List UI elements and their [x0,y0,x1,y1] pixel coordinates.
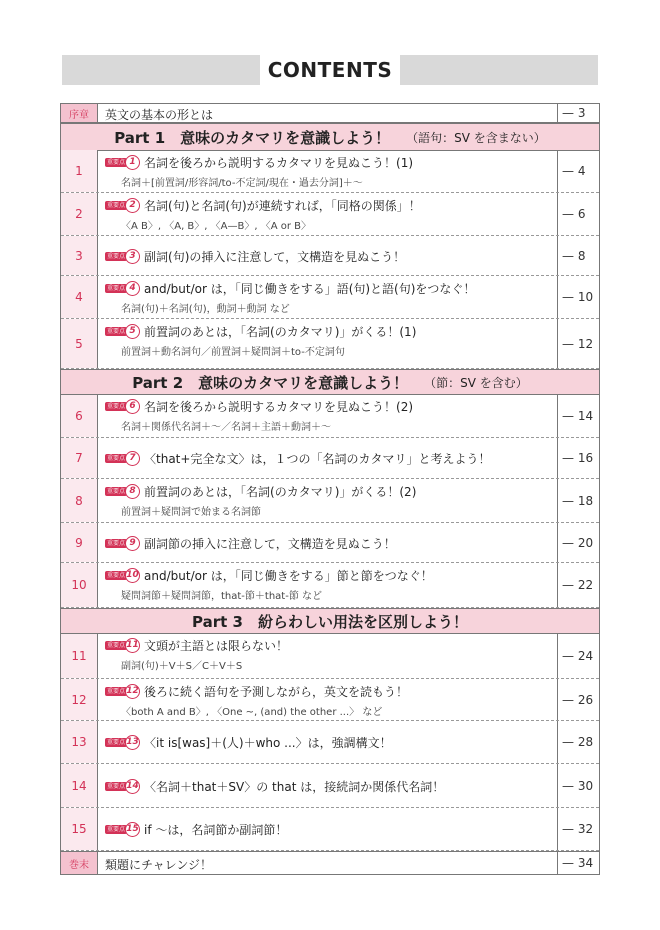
part-header-2 [61,369,599,395]
row-title: 前置詞のあとは，「名詞(のカタマリ)」がくる！(1) [144,325,417,339]
row-heading [105,483,416,500]
row-subtext: 前置詞＋動名詞句／前置詞＋疑問詞＋to-不定詞句 [121,347,345,358]
badge-number: 2 [125,198,140,213]
row-title: 類題にチャレンジ！ [105,858,213,872]
point-badge-icon [105,736,140,750]
badge-number: 10 [125,568,140,583]
page-number: — 24 [557,633,599,678]
row-title: and/but/or は，「同じ働きをする」節と節をつなぐ！ [144,569,433,583]
row-heading [105,280,475,297]
row-subtext: 疑問詞節＋疑問詞節，that-節＋that-節 など [121,591,323,602]
toc-row-outro[interactable] [61,851,599,874]
point-badge-icon [105,199,140,213]
row-title: 後ろに続く語句を予測しながら，英文を読もう！ [144,685,409,699]
toc-row[interactable] [61,679,599,721]
row-heading [105,197,421,214]
row-heading [105,683,408,700]
toc-row[interactable] [61,193,599,236]
page-number: — 14 [557,394,599,437]
part-subtitle: （節：SV を含む） [424,375,528,390]
toc-table [60,103,600,875]
toc-row[interactable] [61,523,599,563]
row-heading [105,535,396,552]
toc-row[interactable] [61,319,599,369]
badge-tag: 重要点 [107,488,126,495]
badge-tag: 重要点 [107,455,126,462]
point-badge-icon [105,537,140,551]
page-number: — 6 [557,193,599,235]
row-heading [105,734,392,751]
badge-tag: 重要点 [107,202,126,209]
toc-row[interactable] [61,764,599,808]
page-number: — 26 [557,679,599,720]
row-heading [105,567,433,584]
row-title: 〈it is[was]＋(人)＋who ...〉は，強調構文！ [144,736,392,750]
row-number: 12 [61,679,98,720]
badge-number: 13 [125,735,140,750]
row-title: 〈that+完全な文〉は，１つの「名詞のカタマリ」と考えよう！ [144,452,491,466]
page-number: — 30 [557,764,599,807]
point-badge-icon [105,823,140,837]
badge-number: 9 [125,536,140,551]
point-badge-icon [105,325,140,339]
toc-row[interactable] [61,563,599,608]
part-title: Part 1 意味のカタマリを意識しよう！ [114,128,391,147]
point-badge-icon [105,156,140,170]
point-badge-icon [105,685,140,699]
row-title: 名詞を後ろから説明するカタマリを見ぬこう！(2) [144,400,414,414]
row-number: 3 [61,236,98,275]
row-number: 4 [61,276,98,318]
row-number: 1 [61,150,98,192]
row-number: 9 [61,523,98,562]
badge-number: 7 [125,451,140,466]
row-subtext: 名詞(句)＋名詞(句)，動詞＋動詞 など [121,304,290,315]
toc-row[interactable] [61,150,599,193]
point-badge-icon [105,400,140,414]
point-badge-icon [105,485,140,499]
part-subtitle: （語句：SV を含まない） [406,130,546,145]
row-title: 〈名詞＋that＋SV〉の that は，接続詞か関係代名詞！ [144,780,445,794]
row-heading [105,821,287,838]
badge-number: 14 [125,779,140,794]
row-title: 前置詞のあとは，「名詞(のカタマリ)」がくる！(2) [144,485,417,499]
part-title: Part 2 意味のカタマリを意識しよう！ [132,373,409,392]
toc-row[interactable] [61,394,599,438]
row-label: 巻末 [61,852,98,874]
page-title: CONTENTS [260,54,400,86]
badge-tag: 重要点 [107,328,126,335]
page-number: — 3 [557,104,599,122]
row-subtext: 名詞＋[前置詞/形容詞/to-不定詞/現在・過去分詞]＋〜 [121,178,363,189]
point-badge-icon [105,250,140,264]
badge-number: 6 [125,399,140,414]
row-number: 7 [61,438,98,478]
row-number: 15 [61,808,98,850]
toc-row[interactable] [61,721,599,764]
row-label: 序章 [61,104,98,122]
page-number: — 12 [557,319,599,368]
page-number: — 10 [557,276,599,318]
page-number: — 28 [557,721,599,763]
page-number: — 4 [557,150,599,192]
row-number: 8 [61,479,98,522]
row-title: 名詞(句)と名詞(句)が連続すれば，「同格の関係」！ [144,199,421,213]
badge-number: 11 [125,638,140,653]
badge-tag: 重要点 [107,783,126,790]
row-number: 10 [61,563,98,607]
row-number: 5 [61,319,98,368]
row-heading [105,637,288,654]
badge-tag: 重要点 [107,642,126,649]
part-header-1 [61,123,599,151]
row-heading [105,778,444,795]
point-badge-icon [105,452,140,466]
row-heading [105,248,405,265]
row-number: 14 [61,764,98,807]
badge-number: 1 [125,155,140,170]
toc-row[interactable] [61,479,599,523]
badge-tag: 重要点 [107,739,126,746]
toc-row[interactable] [61,808,599,851]
toc-row[interactable] [61,236,599,276]
badge-number: 3 [125,249,140,264]
row-number: 13 [61,721,98,763]
page-number: — 32 [557,808,599,850]
part-title: Part 3 紛らわしい用法を区別しよう！ [192,612,468,631]
toc-row-intro[interactable] [61,104,599,123]
page-number: — 34 [557,852,599,874]
badge-number: 12 [125,684,140,699]
badge-tag: 重要点 [107,285,126,292]
badge-tag: 重要点 [107,253,126,260]
badge-tag: 重要点 [107,572,126,579]
page-number: — 22 [557,563,599,607]
point-badge-icon [105,569,140,583]
part-header-3 [61,608,599,634]
toc-row[interactable] [61,633,599,679]
row-heading [105,450,490,467]
row-heading [105,154,413,171]
row-subtext: 副詞(句)＋V＋S／C＋V＋S [121,661,243,672]
page-number: — 16 [557,438,599,478]
badge-tag: 重要点 [107,540,126,547]
row-heading [105,398,413,415]
row-title: 文頭が主語とは限らない！ [144,639,289,653]
point-badge-icon [105,282,140,296]
row-subtext: 前置詞＋疑問詞で始まる名詞節 [121,507,261,518]
page-number: — 20 [557,523,599,562]
badge-tag: 重要点 [107,826,126,833]
badge-number: 4 [125,281,140,296]
row-title: if 〜は，名詞節か副詞節！ [144,823,288,837]
badge-tag: 重要点 [107,159,126,166]
toc-row[interactable] [61,276,599,319]
toc-row[interactable] [61,438,599,479]
row-subtext: 〈A B〉, 〈A, B〉, 〈A—B〉, 〈A or B〉 [121,221,311,232]
point-badge-icon [105,639,140,653]
row-number: 2 [61,193,98,235]
row-title: 名詞を後ろから説明するカタマリを見ぬこう！(1) [144,156,414,170]
badge-number: 5 [125,324,140,339]
point-badge-icon [105,780,140,794]
page-number: — 18 [557,479,599,522]
badge-tag: 重要点 [107,403,126,410]
row-number: 11 [61,633,98,678]
row-heading [105,323,416,340]
row-subtext: 名詞＋関係代名詞＋〜／名詞＋主語＋動詞＋〜 [121,422,331,433]
badge-tag: 重要点 [107,688,126,695]
row-subtext: 〈both A and B〉, 〈One ~, (and) the other ...〉 など [121,707,383,718]
page-number: — 8 [557,236,599,275]
badge-number: 8 [125,484,140,499]
row-title: 副詞節の挿入に注意して，文構造を見ぬこう！ [144,537,396,551]
row-title: and/but/or は，「同じ働きをする」語(句)と語(句)をつなぐ！ [144,282,476,296]
badge-number: 15 [125,822,140,837]
row-title: 副詞(句)の挿入に注意して，文構造を見ぬこう！ [144,250,406,264]
row-title: 英文の基本の形とは [105,108,214,122]
row-number: 6 [61,394,98,437]
